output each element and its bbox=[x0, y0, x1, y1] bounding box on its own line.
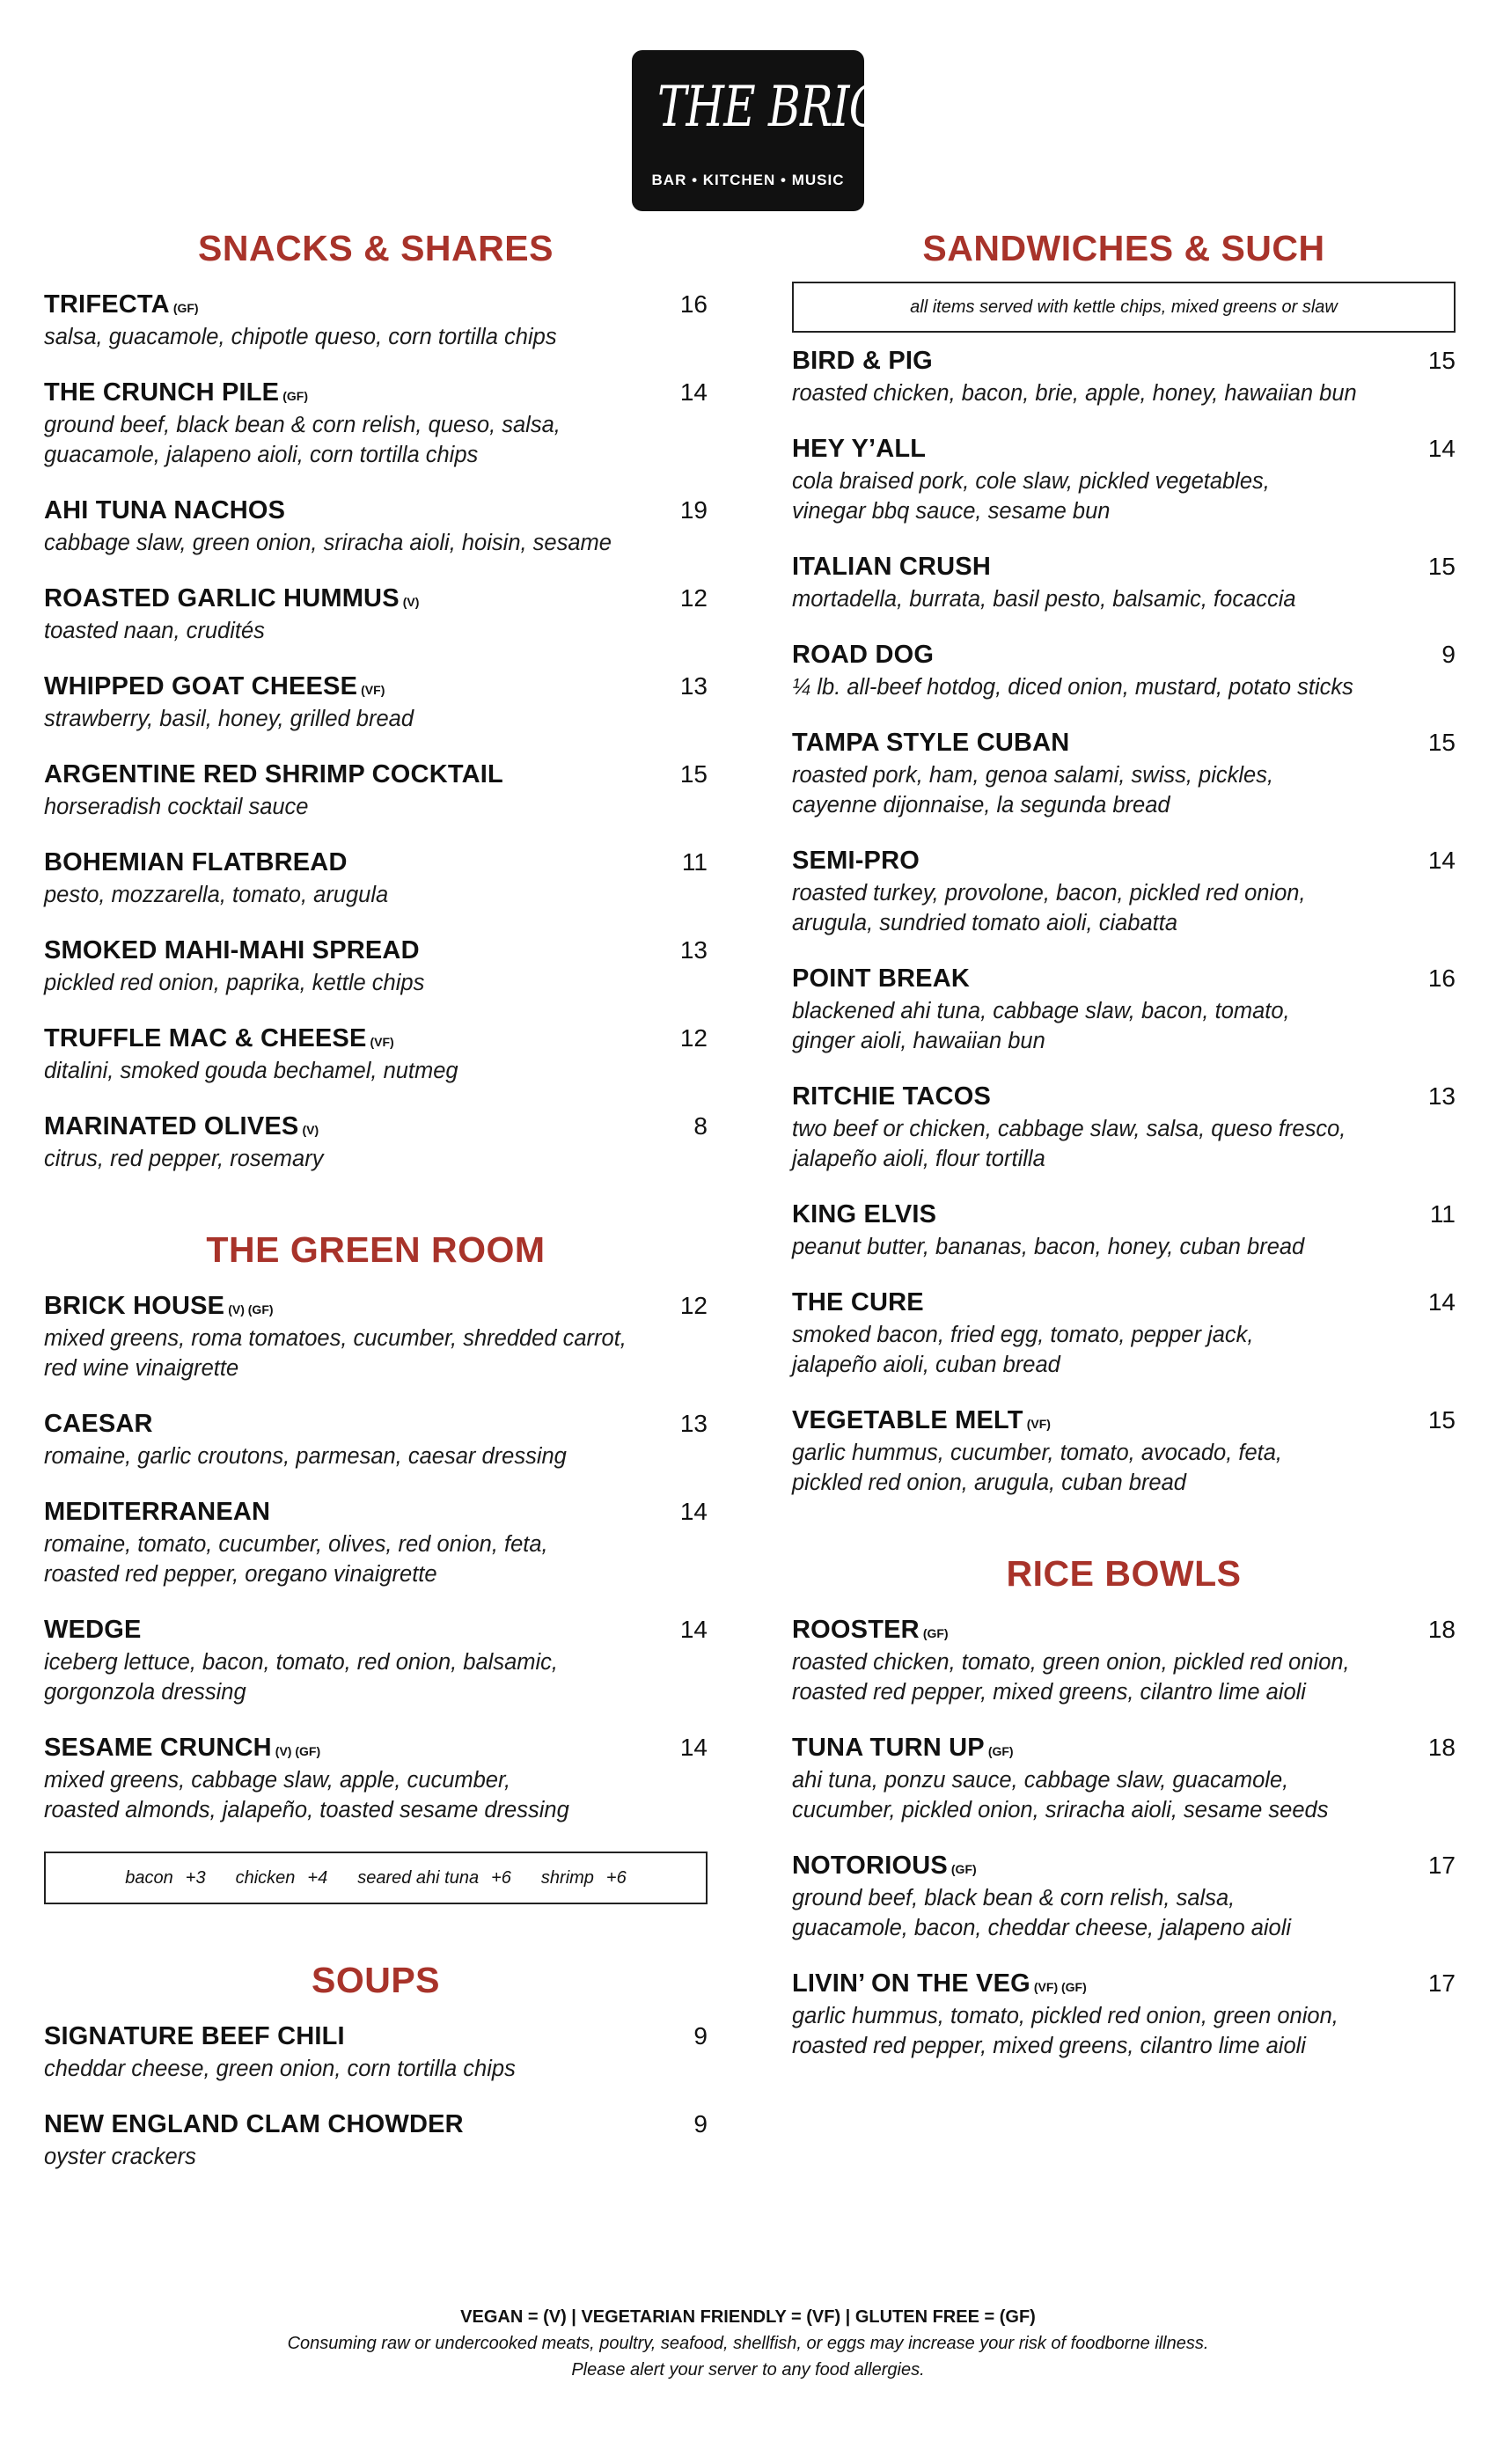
menu-item-price: 14 bbox=[679, 1498, 708, 1525]
menu-item-title bbox=[44, 290, 199, 319]
menu-item-name: ROOSTER bbox=[792, 1616, 920, 1644]
addon-name: chicken bbox=[235, 1867, 296, 1888]
menu-item-name: WEDGE bbox=[44, 1616, 142, 1644]
menu-item-price: 11 bbox=[1429, 1200, 1456, 1228]
menu-item-title bbox=[792, 1082, 991, 1111]
menu-item-price: 19 bbox=[679, 496, 708, 524]
menu-item bbox=[792, 964, 1456, 1056]
menu-item-price: 16 bbox=[679, 290, 708, 318]
menu-item-price: 13 bbox=[679, 1410, 708, 1437]
menu-item-name: NEW ENGLAND CLAM CHOWDER bbox=[44, 2110, 464, 2138]
menu-item-description: ¼ lb. all-beef hotdog, diced onion, mustard, potato sticks bbox=[792, 675, 1353, 700]
dietary-tag: (V) bbox=[302, 1123, 319, 1137]
menu-item-header bbox=[44, 1616, 708, 1647]
rice-bowls-list bbox=[792, 1616, 1456, 2061]
menu-item-header bbox=[44, 1112, 708, 1144]
menu-item-header bbox=[44, 1410, 708, 1441]
menu-item-title bbox=[792, 1288, 924, 1317]
menu-item-title bbox=[44, 1498, 270, 1527]
section-title-sandwiches: SANDWICHES & SUCH bbox=[922, 228, 1325, 268]
menu-item-title bbox=[792, 435, 926, 464]
allergy-notice: Please alert your server to any food allergies. bbox=[571, 2360, 925, 2380]
menu-item bbox=[792, 1616, 1456, 1707]
menu-item-header bbox=[792, 1616, 1456, 1647]
dietary-tag: (VF) bbox=[370, 1035, 394, 1049]
menu-item-price: 14 bbox=[679, 1616, 708, 1643]
menu-item bbox=[44, 2022, 708, 2084]
menu-item bbox=[44, 496, 708, 558]
menu-item-description: garlic hummus, tomato, pickled red onion, green onion, bbox=[792, 2004, 1338, 2028]
menu-item-description: romaine, tomato, cucumber, olives, red onion, feta, bbox=[44, 1532, 548, 1557]
menu-item-name: TRIFECTA bbox=[44, 290, 170, 319]
menu-item-header bbox=[44, 1498, 708, 1529]
dietary-tag: (GF) bbox=[950, 1862, 977, 1876]
menu-item-price: 15 bbox=[1427, 1406, 1456, 1434]
menu-item-name: VEGETABLE MELT bbox=[792, 1406, 1023, 1434]
menu-item-title bbox=[44, 1734, 320, 1763]
menu-item-description: ahi tuna, ponzu sauce, cabbage slaw, guacamole, bbox=[792, 1768, 1289, 1793]
menu-item-header bbox=[44, 1024, 708, 1056]
menu-item bbox=[44, 1410, 708, 1471]
menu-item-price: 11 bbox=[681, 848, 708, 876]
menu-item bbox=[44, 1616, 708, 1707]
menu-item-description: toasted naan, crudités bbox=[44, 619, 265, 643]
menu-item-header bbox=[792, 553, 1456, 584]
menu-item-name: SESAME CRUNCH bbox=[44, 1734, 272, 1762]
menu-item-price: 9 bbox=[693, 2022, 708, 2050]
addon-price: +4 bbox=[307, 1867, 328, 1888]
menu-item-header bbox=[44, 848, 708, 880]
dietary-tag: (V) (GF) bbox=[228, 1302, 274, 1316]
section-title-rice-bowls: RICE BOWLS bbox=[1006, 1553, 1242, 1594]
menu-item-header bbox=[792, 641, 1456, 672]
menu-item-title bbox=[792, 641, 934, 670]
menu-item bbox=[792, 1852, 1456, 1943]
menu-item-price: 12 bbox=[679, 1292, 708, 1319]
menu-item-description: roasted red pepper, oregano vinaigrette bbox=[44, 1562, 437, 1587]
addon-option bbox=[357, 1868, 511, 1888]
menu-item-name: TRUFFLE MAC & CHEESE bbox=[44, 1024, 367, 1052]
menu-item bbox=[44, 378, 708, 470]
menu-item-title bbox=[792, 1734, 1014, 1763]
addon-price: +6 bbox=[491, 1867, 511, 1888]
snacks-list bbox=[44, 290, 708, 1174]
dietary-tag: (VF) bbox=[361, 683, 385, 697]
menu-item bbox=[792, 1406, 1456, 1498]
menu-item bbox=[792, 1200, 1456, 1262]
menu-item-header bbox=[44, 2022, 708, 2054]
menu-item-header bbox=[792, 1406, 1456, 1438]
menu-item-name: THE CRUNCH PILE bbox=[44, 378, 280, 407]
dietary-tag: (GF) bbox=[282, 389, 308, 403]
menu-item-description: strawberry, basil, honey, grilled bread bbox=[44, 707, 414, 731]
menu-item-description: garlic hummus, cucumber, tomato, avocado, feta, bbox=[792, 1441, 1283, 1465]
menu-item-description: horseradish cocktail sauce bbox=[44, 795, 309, 819]
menu-item-description: vinegar bbq sauce, sesame bun bbox=[792, 499, 1111, 524]
menu-item-header bbox=[44, 378, 708, 410]
menu-item bbox=[792, 347, 1456, 408]
addon-price: +3 bbox=[185, 1867, 206, 1888]
menu-item-description: cheddar cheese, green onion, corn tortilla chips bbox=[44, 2057, 516, 2081]
menu-item-header bbox=[792, 847, 1456, 878]
menu-item-description: arugula, sundried tomato aioli, ciabatta bbox=[792, 911, 1178, 935]
section-title-snacks: SNACKS & SHARES bbox=[198, 228, 554, 268]
menu-item-description: pickled red onion, arugula, cuban bread bbox=[792, 1470, 1186, 1495]
menu-item-title bbox=[792, 1616, 949, 1645]
menu-item-name: ROASTED GARLIC HUMMUS bbox=[44, 584, 400, 612]
menu-item-price: 13 bbox=[679, 672, 708, 700]
menu-item-title bbox=[44, 584, 419, 613]
menu-item-name: RITCHIE TACOS bbox=[792, 1082, 992, 1111]
menu-item bbox=[44, 2110, 708, 2172]
menu-item bbox=[792, 729, 1456, 820]
menu-item-description: mortadella, burrata, basil pesto, balsamic, focaccia bbox=[792, 587, 1296, 612]
menu-item-title bbox=[792, 1852, 977, 1881]
menu-item-description: pesto, mozzarella, tomato, arugula bbox=[44, 883, 389, 907]
menu-item-header bbox=[44, 584, 708, 616]
dietary-tag: (GF) bbox=[922, 1626, 949, 1640]
dietary-legend: VEGAN = (V) | VEGETARIAN FRIENDLY = (VF) | GLUTEN FREE = (GF) bbox=[460, 2307, 1036, 2327]
menu-item-description: guacamole, jalapeno aioli, corn tortilla chips bbox=[44, 443, 479, 467]
menu-item-name: KING ELVIS bbox=[792, 1200, 937, 1228]
dietary-tag: (V) bbox=[402, 595, 420, 609]
menu-item bbox=[792, 1734, 1456, 1825]
menu-item-title bbox=[792, 1969, 1087, 1998]
menu-item-description: romaine, garlic croutons, parmesan, caesar dressing bbox=[44, 1444, 567, 1469]
right-column bbox=[792, 220, 1456, 2087]
menu-item-title bbox=[792, 847, 920, 876]
addon-name: bacon bbox=[125, 1867, 173, 1888]
menu-item-price: 15 bbox=[1427, 347, 1456, 374]
menu-item-price: 13 bbox=[1427, 1082, 1456, 1110]
menu-item-title bbox=[792, 729, 1069, 758]
menu-item-description: roasted chicken, bacon, brie, apple, honey, hawaiian bun bbox=[792, 381, 1357, 406]
menu-item-description: guacamole, bacon, cheddar cheese, jalapeno aioli bbox=[792, 1916, 1292, 1940]
menu-item-name: BOHEMIAN FLATBREAD bbox=[44, 848, 348, 876]
menu-item-title bbox=[792, 347, 933, 376]
menu-item-header bbox=[792, 964, 1456, 996]
menu-item-price: 15 bbox=[1427, 553, 1456, 580]
menu-item bbox=[44, 1024, 708, 1086]
menu-item-description: cayenne dijonnaise, la segunda bread bbox=[792, 793, 1170, 818]
menu-item-name: TAMPA STYLE CUBAN bbox=[792, 729, 1070, 757]
menu-item-header bbox=[44, 672, 708, 704]
menu-item-name: ARGENTINE RED SHRIMP COCKTAIL bbox=[44, 760, 503, 788]
menu-item-price: 8 bbox=[693, 1112, 708, 1140]
menu-item-header bbox=[792, 1852, 1456, 1883]
menu-item-title bbox=[44, 672, 385, 701]
dietary-tag: (GF) bbox=[172, 301, 199, 315]
menu-item-name: BRICK HOUSE bbox=[44, 1292, 225, 1320]
menu-item-name: AHI TUNA NACHOS bbox=[44, 496, 286, 524]
menu-item-name: SMOKED MAHI-MAHI SPREAD bbox=[44, 936, 420, 964]
addons-box bbox=[44, 1852, 708, 1904]
menu-item-description: jalapeño aioli, cuban bread bbox=[792, 1353, 1060, 1377]
menu-item-price: 18 bbox=[1427, 1616, 1456, 1643]
menu-item-title bbox=[44, 378, 308, 407]
menu-item-description: ditalini, smoked gouda bechamel, nutmeg bbox=[44, 1059, 458, 1083]
menu-item-description: iceberg lettuce, bacon, tomato, red onion, balsamic, bbox=[44, 1650, 558, 1675]
menu-item bbox=[792, 1082, 1456, 1174]
menu-item bbox=[44, 760, 708, 822]
menu-item-header bbox=[792, 347, 1456, 378]
menu-item-price: 15 bbox=[1427, 729, 1456, 756]
menu-item-title bbox=[44, 936, 420, 965]
menu-item-description: roasted pork, ham, genoa salami, swiss, pickles, bbox=[792, 763, 1274, 788]
menu-item-price: 12 bbox=[679, 1024, 708, 1052]
menu-item-price: 14 bbox=[1427, 1288, 1456, 1316]
menu-footer bbox=[0, 2304, 1496, 2383]
menu-item bbox=[792, 641, 1456, 702]
menu-item-description: ground beef, black bean & corn relish, queso, salsa, bbox=[44, 413, 561, 437]
brand-tagline: BAR • KITCHEN • MUSIC bbox=[651, 172, 845, 188]
menu-item-price: 18 bbox=[1427, 1734, 1456, 1761]
menu-item-price: 17 bbox=[1427, 1969, 1456, 1997]
menu-item-description: pickled red onion, paprika, kettle chips bbox=[44, 971, 425, 995]
food-safety-warning: Consuming raw or undercooked meats, poultry, seafood, shellfish, or eggs may increase your risk of foodborne illness. bbox=[287, 2334, 1209, 2353]
menu-item-header bbox=[44, 2110, 708, 2142]
left-column bbox=[44, 220, 708, 2198]
menu-item bbox=[44, 672, 708, 734]
menu-item-name: CAESAR bbox=[44, 1410, 153, 1438]
menu-item bbox=[44, 1734, 708, 1825]
menu-item-title bbox=[44, 2110, 464, 2139]
menu-item-header bbox=[792, 1200, 1456, 1232]
menu-item-header bbox=[792, 1734, 1456, 1765]
menu-item-description: mixed greens, roma tomatoes, cucumber, shredded carrot, bbox=[44, 1326, 627, 1351]
menu-item-title bbox=[792, 1406, 1051, 1435]
menu-item-name: TUNA TURN UP bbox=[792, 1734, 985, 1762]
menu-item-price: 16 bbox=[1427, 964, 1456, 992]
menu-item-name: LIVIN’ ON THE VEG bbox=[792, 1969, 1030, 1998]
menu-item-description: roasted chicken, tomato, green onion, pickled red onion, bbox=[792, 1650, 1350, 1675]
menu-item-description: red wine vinaigrette bbox=[44, 1356, 239, 1381]
menu-item-description: roasted turkey, provolone, bacon, pickled red onion, bbox=[792, 881, 1306, 906]
menu-item-name: POINT BREAK bbox=[792, 964, 970, 993]
menu-item-description: roasted red pepper, mixed greens, cilantro lime aioli bbox=[792, 2034, 1306, 2058]
menu-item-description: two beef or chicken, cabbage slaw, salsa, queso fresco, bbox=[792, 1117, 1346, 1141]
brand-logo bbox=[632, 50, 944, 211]
addon-option bbox=[541, 1868, 627, 1888]
addon-name: shrimp bbox=[540, 1867, 594, 1888]
menu-item-title bbox=[792, 964, 970, 994]
menu-item-description: gorgonzola dressing bbox=[44, 1680, 246, 1705]
menu-item bbox=[792, 553, 1456, 614]
menu-item-name: MARINATED OLIVES bbox=[44, 1112, 299, 1140]
menu-item-title bbox=[44, 1292, 274, 1321]
menu-item-title bbox=[792, 1200, 936, 1229]
menu-item-name: THE CURE bbox=[792, 1288, 924, 1316]
section-title-soups: SOUPS bbox=[311, 1960, 441, 2000]
menu-item-description: jalapeño aioli, flour tortilla bbox=[792, 1147, 1045, 1171]
dietary-tag: (VF) bbox=[1026, 1417, 1051, 1431]
menu-item bbox=[792, 847, 1456, 938]
menu-item-name: SIGNATURE BEEF CHILI bbox=[44, 2022, 345, 2050]
menu-item-description: roasted red pepper, mixed greens, cilantro lime aioli bbox=[792, 1680, 1306, 1705]
menu-item-title bbox=[44, 1112, 319, 1141]
menu-item-header bbox=[792, 1082, 1456, 1114]
menu-item bbox=[44, 1498, 708, 1589]
addon-name: seared ahi tuna bbox=[357, 1867, 480, 1888]
dietary-tag: (V) (GF) bbox=[275, 1744, 321, 1758]
menu-item-header bbox=[44, 496, 708, 528]
menu-item-price: 14 bbox=[1427, 435, 1456, 462]
menu-item-price: 9 bbox=[1441, 641, 1456, 668]
menu-item-description: cabbage slaw, green onion, sriracha aioli, hoisin, sesame bbox=[44, 531, 612, 555]
menu-item-title bbox=[44, 1410, 153, 1439]
dietary-tag: (VF) (GF) bbox=[1033, 1980, 1087, 1994]
addon-price: +6 bbox=[605, 1867, 627, 1888]
menu-item-header bbox=[792, 729, 1456, 760]
menu-item-description: salsa, guacamole, chipotle queso, corn tortilla chips bbox=[44, 325, 557, 349]
menu-item-header bbox=[792, 435, 1456, 466]
menu-item-description: roasted almonds, jalapeño, toasted sesame dressing bbox=[44, 1798, 569, 1822]
menu-item-title bbox=[44, 1616, 142, 1645]
menu-item bbox=[44, 1112, 708, 1174]
menu-item-name: ROAD DOG bbox=[792, 641, 935, 669]
menu-item bbox=[44, 936, 708, 998]
menu-item-name: ITALIAN CRUSH bbox=[792, 553, 991, 581]
menu-item-description: oyster crackers bbox=[44, 2145, 196, 2169]
menu-item bbox=[792, 435, 1456, 526]
menu-item-price: 15 bbox=[679, 760, 708, 788]
addon-option bbox=[125, 1868, 205, 1888]
menu-item-name: WHIPPED GOAT CHEESE bbox=[44, 672, 358, 700]
menu-item-description: ground beef, black bean & corn relish, salsa, bbox=[792, 1886, 1236, 1910]
menu-item-title bbox=[44, 760, 503, 789]
brand-name: THE BRICKS bbox=[657, 75, 944, 140]
menu-item bbox=[44, 290, 708, 352]
menu-item-header bbox=[44, 290, 708, 322]
menu-item-title bbox=[44, 1024, 394, 1053]
section-title-green-room: THE GREEN ROOM bbox=[206, 1229, 546, 1270]
menu-item-description: mixed greens, cabbage slaw, apple, cucumber, bbox=[44, 1768, 511, 1793]
menu-item-title bbox=[792, 553, 991, 582]
menu-item-title bbox=[44, 496, 285, 525]
menu-item-title bbox=[44, 2022, 345, 2051]
menu-item-header bbox=[44, 1292, 708, 1324]
green-room-list bbox=[44, 1292, 708, 1825]
sandwiches-note: all items served with kettle chips, mixed greens or slaw bbox=[792, 282, 1456, 333]
menu-item-description: smoked bacon, fried egg, tomato, pepper jack, bbox=[792, 1323, 1254, 1347]
menu-item bbox=[44, 584, 708, 646]
menu-item-header bbox=[792, 1969, 1456, 2001]
menu-item-name: SEMI-PRO bbox=[792, 847, 920, 875]
soups-list bbox=[44, 2022, 708, 2172]
menu-item-name: NOTORIOUS bbox=[792, 1852, 948, 1880]
dietary-tag: (GF) bbox=[987, 1744, 1014, 1758]
menu-item-header bbox=[792, 1288, 1456, 1320]
menu-item-name: BIRD & PIG bbox=[792, 347, 933, 375]
menu-item bbox=[44, 1292, 708, 1383]
menu-item bbox=[44, 848, 708, 910]
menu-item-description: blackened ahi tuna, cabbage slaw, bacon, tomato, bbox=[792, 999, 1290, 1023]
menu-item-price: 12 bbox=[679, 584, 708, 612]
addon-option bbox=[236, 1868, 328, 1888]
menu-item bbox=[792, 1288, 1456, 1380]
sandwiches-list bbox=[792, 347, 1456, 1498]
menu-item-title bbox=[44, 848, 348, 877]
menu-item-price: 14 bbox=[1427, 847, 1456, 874]
menu-item-header bbox=[44, 1734, 708, 1765]
menu-item-description: cucumber, pickled onion, sriracha aioli, sesame seeds bbox=[792, 1798, 1329, 1822]
menu-item-name: HEY Y’ALL bbox=[792, 435, 927, 463]
menu-item bbox=[792, 1969, 1456, 2061]
menu-item-price: 17 bbox=[1427, 1852, 1456, 1879]
menu-item-description: peanut butter, bananas, bacon, honey, cuban bread bbox=[792, 1235, 1305, 1259]
menu-item-name: MEDITERRANEAN bbox=[44, 1498, 271, 1526]
menu-item-description: citrus, red pepper, rosemary bbox=[44, 1147, 324, 1171]
menu-item-price: 14 bbox=[679, 1734, 708, 1761]
menu-item-price: 13 bbox=[679, 936, 708, 964]
menu-item-header bbox=[44, 760, 708, 792]
menu-item-price: 14 bbox=[679, 378, 708, 406]
menu-item-header bbox=[44, 936, 708, 968]
menu-item-description: cola braised pork, cole slaw, pickled vegetables, bbox=[792, 469, 1270, 494]
menu-item-description: ginger aioli, hawaiian bun bbox=[792, 1029, 1045, 1053]
menu-item-price: 9 bbox=[693, 2110, 708, 2138]
